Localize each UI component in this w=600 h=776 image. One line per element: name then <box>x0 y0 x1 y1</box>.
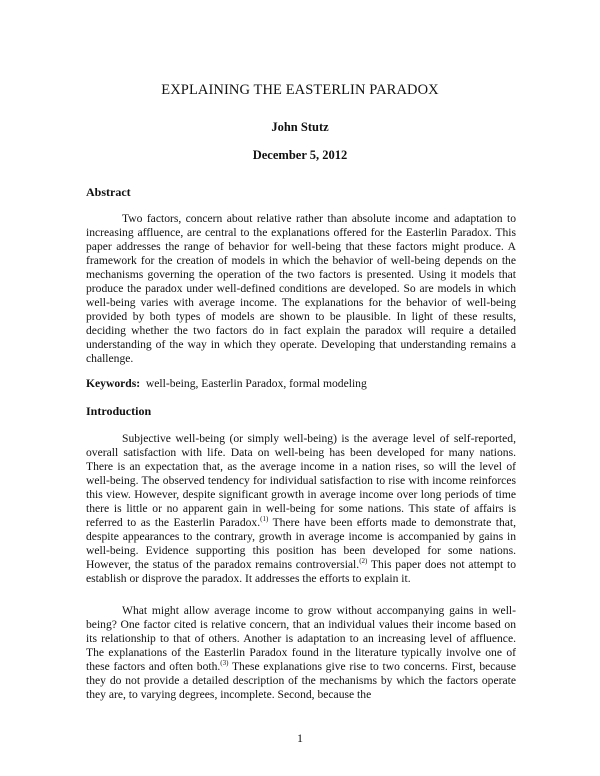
reference-3: (3) <box>220 659 229 668</box>
reference-2: (2) <box>359 557 368 566</box>
keywords-label: Keywords: <box>86 377 141 390</box>
keywords-line <box>86 377 367 390</box>
paper-title: EXPLAINING THE EASTERLIN PARADOX <box>161 82 439 98</box>
keywords-text: well-being, Easterlin Paradox, formal modeling <box>145 377 367 390</box>
introduction-paragraph-2: What might allow average income to grow without accompanying gains in well-being? One factor cited is relative concern, that an individual values their income based on its relationship to that of others. Another is adaptation to an increasing level of affluence. The explanations of the Easterlin Paradox found in the literature typically involve one of these factors and often both.$^{(3)}$ These explanations give rise to two concerns. First, because they do not provide a detailed description of the mechanisms by which the factors operate they are, to varying degrees, incomplete. Second, because the <box>86 604 517 702</box>
publication-date: December 5, 2012 <box>252 148 348 162</box>
abstract-text: Two factors, concern about relative rather than absolute income and adaptation to increasing affluence, are central to the explanations offered for the Easterlin Paradox. This paper addresses the range of behavior for well-being that these factors might produce. A framework for the creation of models in which the behavior of well-being depends on the mechanisms governing the operation of the two factors is presented. Using it models that produce the paradox under well-defined conditions are developed. So are models in which well-being varies with average income. The explanations for the behavior of well-being provided by both types of models are shown to be plausible. In light of these results, deciding whether the two factors do in fact explain the paradox will require a detailed understanding of the way in which they operate. Developing that understanding remains a challenge. <box>86 212 516 366</box>
page-number: 1 <box>297 731 303 745</box>
reference-1: (1) <box>260 515 269 524</box>
abstract-heading: Abstract <box>86 185 131 199</box>
introduction-heading: Introduction <box>86 404 152 418</box>
author-name: John Stutz <box>271 120 329 134</box>
introduction-paragraph-1: Subjective well-being (or simply well-being) is the average level of self-reported, overall satisfaction with life. Data on well-being has been developed for many nations. There is an expectation that, as the average income in a nation rises, so will the level of well-being. The observed tendency for individual satisfaction to rise with income reinforces this view. However, despite significant growth in average income over long periods of time there is little or no apparent gain in well-being for some nations. This state of affairs is referred to as the Easterlin Paradox.$^{(1)}$ There have been efforts made to demonstrate that, despite appearances to the contrary, growth in average income is accompanied by gains in well-being. Evidence supporting this position has been developed for some nations. However, the status of the paradox remains controversial.$^{(2)}$ This paper does not attempt to establish or disprove the paradox. It addresses the efforts to explain it. <box>86 432 517 586</box>
